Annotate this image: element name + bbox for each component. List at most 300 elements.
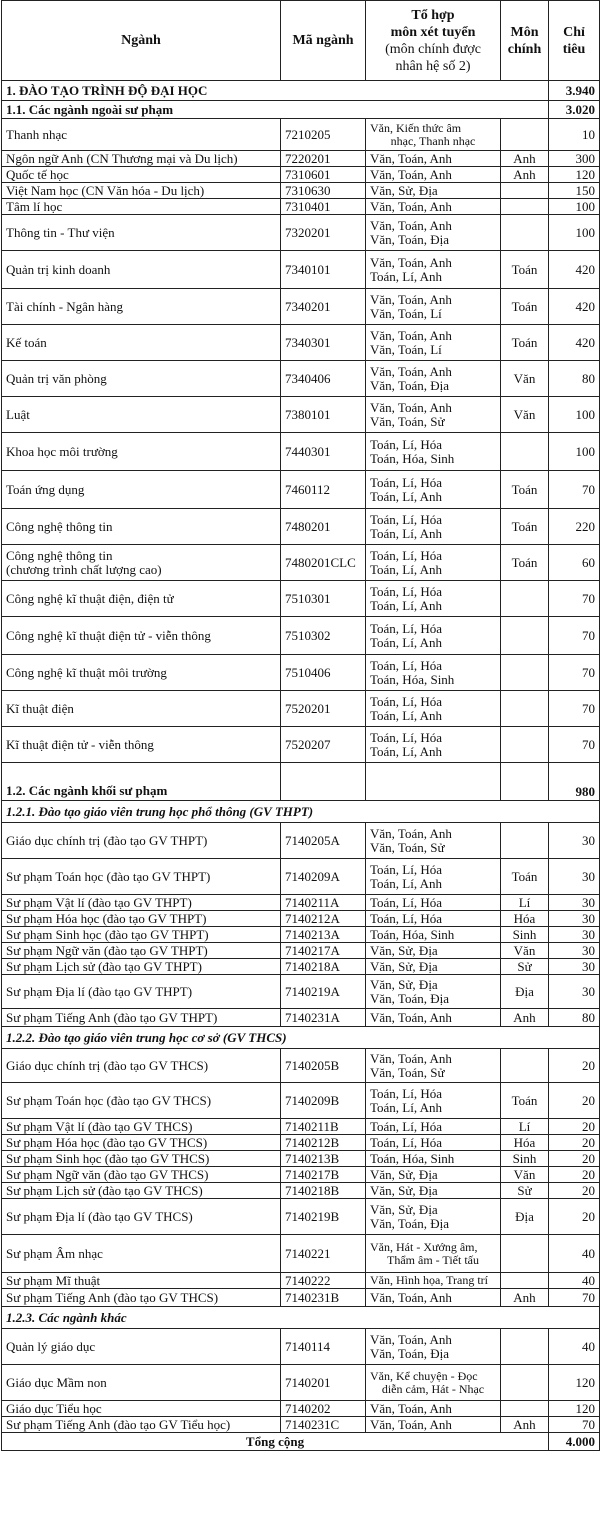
major-name-text: Sư phạm Lịch sử (đào tạo GV THCS)	[6, 1182, 203, 1198]
table-row	[2, 215, 600, 251]
major-name-text: Giáo dục chính trị (đào tạo GV THPT)	[6, 832, 208, 848]
empty-cell	[281, 763, 366, 801]
major-name	[2, 1199, 281, 1235]
quota: 20	[549, 1199, 600, 1235]
major-name-text: Sư phạm Sinh học (đào tạo GV THCS)	[6, 1150, 210, 1166]
admission-table	[1, 0, 600, 1451]
main-subject	[501, 655, 549, 691]
quota: 120	[549, 1365, 600, 1401]
table-row	[2, 325, 600, 361]
major-name	[2, 397, 281, 433]
subject-combo: Văn, Sử, Địa	[370, 976, 438, 992]
major-name	[2, 581, 281, 617]
major-name	[2, 1083, 281, 1119]
major-code: 7320201	[281, 215, 366, 251]
major-name-text: Sư phạm Địa lí (đào tạo GV THPT)	[6, 983, 193, 999]
table-row	[2, 823, 600, 859]
subject-combo: Toán, Hóa, Sinh	[370, 1150, 455, 1166]
quota: 100	[549, 397, 600, 433]
table-row	[2, 1183, 600, 1199]
subject-combos	[366, 1151, 501, 1167]
quota: 100	[549, 433, 600, 471]
section-total: 980	[549, 763, 600, 801]
subject-combos	[366, 927, 501, 943]
major-name-text: Sư phạm Toán học (đào tạo GV THPT)	[6, 868, 211, 884]
major-code: 7140219A	[281, 975, 366, 1009]
main-subject: Toán	[501, 1083, 549, 1119]
major-name-text: Sư phạm Vật lí (đào tạo GV THPT)	[6, 894, 192, 910]
major-name	[2, 1167, 281, 1183]
subject-combos	[366, 975, 501, 1009]
subject-combos	[366, 433, 501, 471]
major-name	[2, 691, 281, 727]
main-subject: Toán	[501, 325, 549, 361]
subject-combo: Văn, Toán, Anh	[370, 254, 452, 270]
subject-combo: Toán, Lí, Hóa	[370, 620, 443, 636]
major-name-text: Kĩ thuật điện	[6, 700, 74, 716]
subject-combos	[366, 859, 501, 895]
major-name-text: Công nghệ kĩ thuật điện tử - viễn thông	[6, 627, 211, 643]
subject-combo: Toán, Lí, Hóa	[370, 1085, 443, 1101]
quota: 30	[549, 975, 600, 1009]
major-name-text: Sư phạm Hóa học (đào tạo GV THCS)	[6, 1134, 208, 1150]
major-name-text: Công nghệ kĩ thuật điện, điện tử	[6, 590, 174, 606]
table-row	[2, 617, 600, 655]
major-name	[2, 289, 281, 325]
table-row	[2, 151, 600, 167]
subject-combo: Văn, Sử, Địa	[370, 942, 438, 958]
table-row	[2, 1235, 600, 1273]
section-total: 3.940	[549, 81, 600, 101]
quota: 70	[549, 581, 600, 617]
subject-combo: Toán, Lí, Anh	[370, 743, 443, 759]
quota: 220	[549, 509, 600, 545]
main-subject: Anh	[501, 1009, 549, 1027]
subject-combo: Toán, Lí, Hóa	[370, 474, 443, 490]
subject-combos	[366, 1401, 501, 1417]
col-header-chi-tieu	[549, 1, 600, 81]
subject-combos	[366, 251, 501, 289]
major-code: 7310601	[281, 167, 366, 183]
major-name-text: Sư phạm Địa lí (đào tạo GV THCS)	[6, 1208, 193, 1224]
major-name-text: Quản trị văn phòng	[6, 370, 107, 386]
table-row	[2, 1049, 600, 1083]
major-code: 7140212B	[281, 1135, 366, 1151]
quota: 20	[549, 1167, 600, 1183]
subject-combo: Văn, Sử, Địa	[370, 958, 438, 974]
major-name	[2, 655, 281, 691]
major-name-text: Tâm lí học	[6, 198, 63, 214]
table-row	[2, 1417, 600, 1433]
chi-tieu-line1: Chỉ	[563, 24, 585, 40]
subject-combo: Văn, Toán, Địa	[370, 377, 449, 393]
major-code: 7140202	[281, 1401, 366, 1417]
table-row	[2, 655, 600, 691]
major-name	[2, 251, 281, 289]
mon-chinh-line2: chính	[507, 41, 542, 57]
section-label: 1.2. Các ngành khối sư phạm	[2, 763, 281, 801]
major-code: 7140213A	[281, 927, 366, 943]
table-row	[2, 911, 600, 927]
subject-combos	[366, 1183, 501, 1199]
table-row	[2, 943, 600, 959]
table-row	[2, 471, 600, 509]
subject-combo: Văn, Toán, Anh	[370, 1009, 452, 1025]
major-name-text: Quản lý giáo dục	[6, 1338, 96, 1354]
quota: 70	[549, 1289, 600, 1307]
subject-combos	[366, 727, 501, 763]
subject-combo: Toán, Lí, Hóa	[370, 729, 443, 745]
main-subject	[501, 433, 549, 471]
major-name	[2, 959, 281, 975]
subject-combo: Văn, Toán, Anh	[370, 327, 452, 343]
table-row	[2, 1083, 600, 1119]
table-row	[2, 1289, 600, 1307]
subject-combo: Toán, Lí, Hóa	[370, 861, 443, 877]
subject-combo: Văn, Toán, Địa	[370, 990, 449, 1006]
group-label: 1.2.3. Các ngành khác	[2, 1307, 600, 1329]
main-subject: Địa	[501, 975, 549, 1009]
major-code: 7380101	[281, 397, 366, 433]
main-subject: Anh	[501, 1417, 549, 1433]
table-row	[2, 119, 600, 151]
empty-cell	[366, 763, 501, 801]
major-name	[2, 1183, 281, 1199]
major-name-text: Sư phạm Vật lí (đào tạo GV THCS)	[6, 1118, 193, 1134]
subject-combos	[366, 823, 501, 859]
major-name	[2, 1119, 281, 1135]
quota: 150	[549, 183, 600, 199]
major-name-text: Sư phạm Ngữ văn (đào tạo GV THPT)	[6, 942, 208, 958]
subject-combos	[366, 119, 501, 151]
subject-combos	[366, 691, 501, 727]
section-label: 1.1. Các ngành ngoài sư phạm	[2, 101, 549, 119]
to-hop-line2: môn xét tuyển	[390, 24, 476, 40]
subject-combo: Toán, Lí, Hóa	[370, 657, 443, 673]
subject-combo: Văn, Toán, Lí	[370, 305, 442, 321]
total-row	[2, 1433, 600, 1451]
subject-combo: Toán, Hóa, Sinh	[370, 671, 455, 687]
major-name	[2, 433, 281, 471]
quota: 20	[549, 1119, 600, 1135]
major-name	[2, 1329, 281, 1365]
table-row	[2, 1199, 600, 1235]
subject-combo: Toán, Lí, Hóa	[370, 511, 443, 527]
major-name	[2, 1289, 281, 1307]
quota: 70	[549, 691, 600, 727]
major-name	[2, 911, 281, 927]
subject-combos	[366, 1273, 501, 1289]
major-code: 7510406	[281, 655, 366, 691]
subject-combos	[366, 1167, 501, 1183]
main-subject	[501, 199, 549, 215]
major-name	[2, 1049, 281, 1083]
subject-combo: Toán, Lí, Hóa	[370, 894, 443, 910]
subject-combos	[366, 325, 501, 361]
major-name-text: Kế toán	[6, 334, 47, 350]
major-name	[2, 167, 281, 183]
major-name	[2, 151, 281, 167]
subject-combos	[366, 215, 501, 251]
main-subject: Anh	[501, 1289, 549, 1307]
subject-combo: Văn, Toán, Anh	[370, 217, 452, 233]
table-row	[2, 183, 600, 199]
major-code: 7140217A	[281, 943, 366, 959]
subject-combo: Văn, Toán, Anh	[370, 1416, 452, 1432]
subject-combo: Văn, Toán, Anh	[370, 150, 452, 166]
subject-combo: Toán, Lí, Anh	[370, 525, 443, 541]
major-code: 7140201	[281, 1365, 366, 1401]
major-code: 7140213B	[281, 1151, 366, 1167]
subject-combos	[366, 289, 501, 325]
major-name	[2, 927, 281, 943]
section-total: 3.020	[549, 101, 600, 119]
major-code: 7520201	[281, 691, 366, 727]
main-subject: Toán	[501, 289, 549, 325]
major-name-text: Sư phạm Tiếng Anh (đào tạo GV THCS)	[6, 1289, 219, 1305]
table-row	[2, 289, 600, 325]
subject-combos	[366, 655, 501, 691]
table-row	[2, 1273, 600, 1289]
subject-combo: Văn, Toán, Anh	[370, 1289, 452, 1305]
table-row	[2, 1009, 600, 1027]
quota: 420	[549, 289, 600, 325]
major-code: 7480201	[281, 509, 366, 545]
quota: 20	[549, 1049, 600, 1083]
main-subject	[501, 727, 549, 763]
major-name	[2, 895, 281, 911]
col-header-mon-chinh	[501, 1, 549, 81]
table-row	[2, 975, 600, 1009]
subject-combos	[366, 1083, 501, 1119]
table-row	[2, 959, 600, 975]
main-subject: Toán	[501, 471, 549, 509]
major-code: 7340101	[281, 251, 366, 289]
col-header-nganh: Ngành	[2, 1, 281, 81]
subject-combo: Toán, Lí, Anh	[370, 1099, 443, 1115]
table-row	[2, 1329, 600, 1365]
table-row	[2, 1401, 600, 1417]
major-name-text: Công nghệ kĩ thuật môi trường	[6, 664, 167, 680]
total-label: Tổng cộng	[2, 1433, 549, 1451]
table-row	[2, 691, 600, 727]
subject-combo: Toán, Lí, Anh	[370, 597, 443, 613]
major-name	[2, 1273, 281, 1289]
subject-combo: Văn, Toán, Anh	[370, 1331, 452, 1347]
major-name-text: Luật	[6, 406, 30, 422]
subject-combo: Toán, Lí, Hóa	[370, 547, 443, 563]
main-subject	[501, 823, 549, 859]
subject-combo: Toán, Lí, Hóa	[370, 436, 443, 452]
main-subject: Văn	[501, 361, 549, 397]
to-hop-note1: (môn chính được	[385, 41, 481, 57]
subject-combo: Văn, Toán, Anh	[370, 399, 452, 415]
major-code: 7440301	[281, 433, 366, 471]
major-code: 7210205	[281, 119, 366, 151]
quota: 100	[549, 215, 600, 251]
major-code: 7340301	[281, 325, 366, 361]
quota: 70	[549, 471, 600, 509]
table-row	[2, 927, 600, 943]
subject-combo: Toán, Lí, Anh	[370, 634, 443, 650]
main-subject	[501, 1365, 549, 1401]
major-code: 7220201	[281, 151, 366, 167]
quota: 70	[549, 617, 600, 655]
major-name-text: Quốc tế học	[6, 166, 69, 182]
subject-combo: Văn, Kể chuyện - Đọc	[370, 1368, 478, 1383]
table-row	[2, 433, 600, 471]
main-subject: Địa	[501, 1199, 549, 1235]
major-name-text: Giáo dục Tiểu học	[6, 1400, 102, 1416]
main-subject: Toán	[501, 509, 549, 545]
subject-combo: Văn, Hình họa, Trang trí	[370, 1273, 488, 1287]
subject-combos	[366, 1199, 501, 1235]
main-subject: Anh	[501, 151, 549, 167]
major-name-text: Sư phạm Toán học (đào tạo GV THCS)	[6, 1092, 212, 1108]
subject-combo: Văn, Sử, Địa	[370, 1182, 438, 1198]
main-subject: Văn	[501, 397, 549, 433]
quota: 70	[549, 655, 600, 691]
major-name-text: Thanh nhạc	[6, 126, 68, 142]
table-row	[2, 1135, 600, 1151]
major-name-text: Toán ứng dụng	[6, 481, 85, 497]
major-name	[2, 727, 281, 763]
table-row	[2, 1151, 600, 1167]
major-name-text: Sư phạm Sinh học (đào tạo GV THPT)	[6, 926, 209, 942]
major-name	[2, 361, 281, 397]
major-name	[2, 1235, 281, 1273]
major-code: 7140218A	[281, 959, 366, 975]
major-name-text: Khoa học môi trường	[6, 443, 118, 459]
major-name-text: Sư phạm Lịch sử (đào tạo GV THPT)	[6, 958, 202, 974]
major-code: 7510302	[281, 617, 366, 655]
major-code: 7140211A	[281, 895, 366, 911]
subject-combos	[366, 1119, 501, 1135]
subject-combos	[366, 167, 501, 183]
quota: 30	[549, 823, 600, 859]
main-subject	[501, 119, 549, 151]
major-name-text: Sư phạm Hóa học (đào tạo GV THPT)	[6, 910, 207, 926]
major-name	[2, 943, 281, 959]
subject-combo: Toán, Lí, Anh	[370, 488, 443, 504]
major-name-text: Công nghệ thông tin	[6, 518, 113, 534]
subject-combo: Văn, Toán, Anh	[370, 166, 452, 182]
major-name	[2, 1417, 281, 1433]
table-row	[2, 251, 600, 289]
subject-combo: Thẩm âm - Tiết tấu	[387, 1252, 479, 1267]
main-subject	[501, 183, 549, 199]
major-name	[2, 975, 281, 1009]
empty-cell	[501, 763, 549, 801]
major-code: 7140205A	[281, 823, 366, 859]
main-subject: Sinh	[501, 1151, 549, 1167]
major-code: 7140209A	[281, 859, 366, 895]
subject-combo: Văn, Hát - Xướng âm,	[370, 1239, 478, 1254]
main-subject: Sinh	[501, 927, 549, 943]
major-code: 7340201	[281, 289, 366, 325]
major-name	[2, 509, 281, 545]
major-code: 7140231C	[281, 1417, 366, 1433]
major-name	[2, 471, 281, 509]
main-subject: Toán	[501, 251, 549, 289]
subject-combo: Văn, Toán, Lí	[370, 341, 442, 357]
subject-combo: nhạc, Thanh nhạc	[390, 133, 476, 148]
major-code: 7140221	[281, 1235, 366, 1273]
quota: 20	[549, 1083, 600, 1119]
major-code: 7460112	[281, 471, 366, 509]
quota: 30	[549, 911, 600, 927]
main-subject: Sử	[501, 1183, 549, 1199]
main-subject: Lí	[501, 895, 549, 911]
subject-combo: Văn, Toán, Anh	[370, 1050, 452, 1066]
subject-combo: Văn, Toán, Anh	[370, 1400, 452, 1416]
main-subject	[501, 215, 549, 251]
quota: 40	[549, 1329, 600, 1365]
major-name-text: Sư phạm Tiếng Anh (đào tạo GV THPT)	[6, 1009, 218, 1025]
quota: 300	[549, 151, 600, 167]
quota: 70	[549, 727, 600, 763]
table-row	[2, 545, 600, 581]
subject-combo: Toán, Lí, Hóa	[370, 910, 443, 926]
subject-combos	[366, 397, 501, 433]
subject-combos	[366, 1417, 501, 1433]
subject-combos	[366, 959, 501, 975]
subject-combo: Văn, Toán, Địa	[370, 1345, 449, 1361]
major-name-text: Sư phạm Ngữ văn (đào tạo GV THCS)	[6, 1166, 209, 1182]
subject-combos	[366, 1289, 501, 1307]
main-subject: Toán	[501, 545, 549, 581]
subject-combo: Văn, Toán, Sử	[370, 1064, 445, 1080]
major-name-note: (chương trình chất lượng cao)	[6, 561, 162, 577]
group-row	[2, 801, 600, 823]
subject-combo: Văn, Toán, Anh	[370, 363, 452, 379]
major-name	[2, 1401, 281, 1417]
main-subject	[501, 691, 549, 727]
quota: 30	[549, 959, 600, 975]
subject-combos	[366, 581, 501, 617]
group-label: 1.2.1. Đào tạo giáo viên trung học phổ thông (GV THPT)	[2, 801, 600, 823]
quota: 120	[549, 1401, 600, 1417]
major-code: 7140231B	[281, 1289, 366, 1307]
main-subject	[501, 617, 549, 655]
table-body	[2, 81, 600, 1451]
major-name-text: Giáo dục chính trị (đào tạo GV THCS)	[6, 1057, 209, 1073]
major-name-text: Kĩ thuật điện tử - viễn thông	[6, 736, 154, 752]
quota: 40	[549, 1273, 600, 1289]
main-subject: Hóa	[501, 911, 549, 927]
major-name	[2, 859, 281, 895]
major-name-text: Việt Nam học (CN Văn hóa - Du lịch)	[6, 182, 205, 198]
major-name	[2, 1009, 281, 1027]
main-subject	[501, 1401, 549, 1417]
major-name-text: Sư phạm Âm nhạc	[6, 1245, 103, 1261]
major-code: 7140114	[281, 1329, 366, 1365]
major-name-text: Công nghệ thông tin	[6, 547, 113, 563]
subject-combo: Văn, Toán, Sử	[370, 839, 445, 855]
subject-combo: Văn, Toán, Anh	[370, 825, 452, 841]
main-subject: Văn	[501, 943, 549, 959]
major-code: 7140231A	[281, 1009, 366, 1027]
major-code: 7310401	[281, 199, 366, 215]
subject-combos	[366, 1235, 501, 1273]
table-row	[2, 1167, 600, 1183]
major-name-text: Giáo dục Mầm non	[6, 1374, 107, 1390]
quota: 80	[549, 361, 600, 397]
subject-combo: Văn, Sử, Địa	[370, 1201, 438, 1217]
table-row	[2, 581, 600, 617]
col-header-ma-nganh: Mã ngành	[281, 1, 366, 81]
quota: 30	[549, 943, 600, 959]
